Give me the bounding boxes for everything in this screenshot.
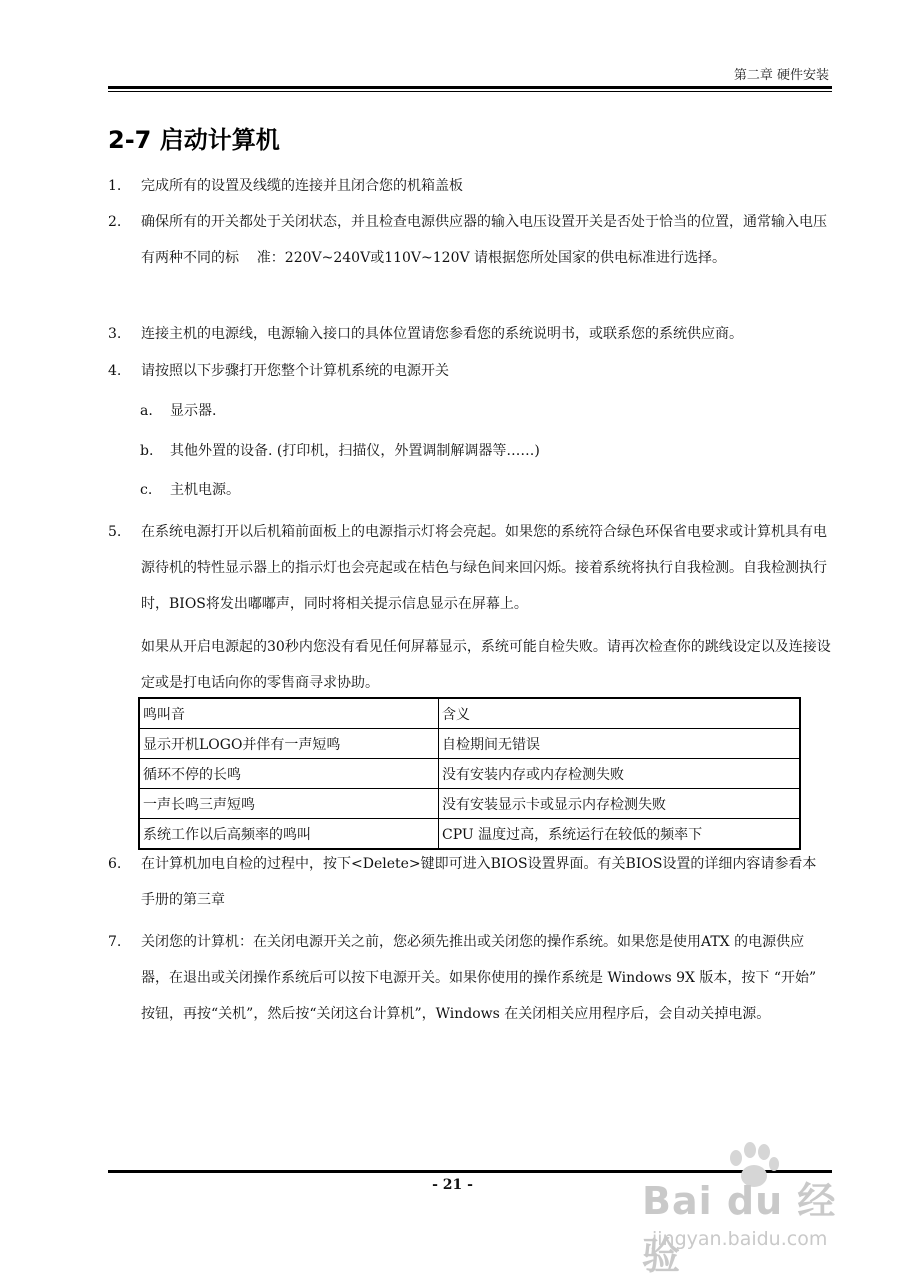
list-item xyxy=(108,514,830,622)
list-item xyxy=(108,924,830,1032)
list-item xyxy=(108,204,830,276)
baidu-watermark xyxy=(642,1140,852,1278)
table-row xyxy=(139,729,800,759)
item-number: 7. xyxy=(108,934,122,950)
table-header-cell: 含义 xyxy=(439,698,801,729)
substep-item xyxy=(140,396,216,426)
item-number: 2. xyxy=(108,214,122,230)
item-number: 6. xyxy=(108,856,122,872)
item-number: 4. xyxy=(108,363,122,379)
table-row xyxy=(139,819,800,850)
table-cell: 系统工作以后高频率的鸣叫 xyxy=(139,819,439,850)
table-cell: 没有安装内存或内存检测失败 xyxy=(439,759,801,789)
beep-code-table xyxy=(138,697,801,850)
substep-item xyxy=(140,436,540,466)
item-text: 请按照以下步骤打开您整个计算机系统的电源开关 xyxy=(141,363,449,379)
table-cell: 显示开机LOGO并伴有一声短鸣 xyxy=(139,729,439,759)
item-text: 在系统电源打开以后机箱前面板上的电源指示灯将会亮起。如果您的系统符合绿色环保省电要求或计算机具有电源待机的特性显示器上的指示灯也会亮起或在桔色与绿色间来回闪烁。接着系统将执行自我检测。自我检测执行时，BIOS将发出嘟嘟声，同时将相关提示信息显示在屏幕上。 xyxy=(141,524,827,612)
list-item xyxy=(108,168,830,204)
table-cell: 没有安装显示卡或显示内存检测失败 xyxy=(439,789,801,819)
note-paragraph: 如果从开启电源起的30秒内您没有看见任何屏幕显示，系统可能自检失败。请再次检查你的跳线设定以及连接设定或是打电话向你的零售商寻求协助。 xyxy=(141,639,831,691)
header-rule xyxy=(108,86,832,89)
substep-text: 主机电源。 xyxy=(170,482,240,498)
item-number: 5. xyxy=(108,524,122,540)
table-row xyxy=(139,759,800,789)
table-cell: 一声长鸣三声短鸣 xyxy=(139,789,439,819)
substep-letter: b. xyxy=(140,443,154,459)
watermark-url: jingyan.baidu.com xyxy=(652,1228,828,1250)
page-number: - 21 - xyxy=(432,1177,473,1193)
item-number: 1. xyxy=(108,178,122,194)
table-cell: 自检期间无错误 xyxy=(439,729,801,759)
chapter-header: 第二章 硬件安装 xyxy=(733,68,829,83)
item-text: 确保所有的开关都处于关闭状态，并且检查电源供应器的输入电压设置开关是否处于恰当的位置，通常输入电压有两种不同的标 准：220V~240V或110V~120V 请根据您所处国家的供电标准进行选择。 xyxy=(141,214,827,266)
list-item xyxy=(108,316,830,352)
substep-letter: a. xyxy=(140,403,153,419)
item-text: 连接主机的电源线，电源输入接口的具体位置请您参看您的系统说明书，或联系您的系统供应商。 xyxy=(141,326,743,342)
list-item xyxy=(108,846,830,918)
table-cell: CPU 温度过高，系统运行在较低的频率下 xyxy=(439,819,801,850)
item-text: 在计算机加电自检的过程中，按下<Delete>键即可进入BIOS设置界面。有关BIOS设置的详细内容请参看本手册的第三章 xyxy=(141,856,817,908)
table-cell: 循环不停的长鸣 xyxy=(139,759,439,789)
list-item xyxy=(108,353,830,389)
watermark-logo: Bai du 经验 xyxy=(642,1179,837,1278)
substep-text: 显示器. xyxy=(170,403,217,419)
substep-letter: c. xyxy=(140,482,153,498)
header-rule-thin xyxy=(108,91,832,92)
table-row xyxy=(139,789,800,819)
item-number: 3. xyxy=(108,326,122,342)
table-header-cell: 鸣叫音 xyxy=(139,698,439,729)
item-text: 完成所有的设置及线缆的连接并且闭合您的机箱盖板 xyxy=(141,178,463,194)
item-text: 关闭您的计算机：在关闭电源开关之前，您必须先推出或关闭您的操作系统。如果您是使用ATX 的电源供应器，在退出或关闭操作系统后可以按下电源开关。如果你使用的操作系统是 Windows 9X 版本，按下 “开始” 按钮，再按“关机”，然后按“关闭这台计算机”，Windows 在关闭相关应用程序后，会自动关掉电源。 xyxy=(141,934,821,1022)
section-title: 2-7 启动计算机 xyxy=(108,126,280,154)
table-header-row xyxy=(139,698,800,729)
substep-text: 其他外置的设备. (打印机，扫描仪，外置调制解调器等……) xyxy=(170,443,540,459)
substep-item xyxy=(140,475,240,505)
